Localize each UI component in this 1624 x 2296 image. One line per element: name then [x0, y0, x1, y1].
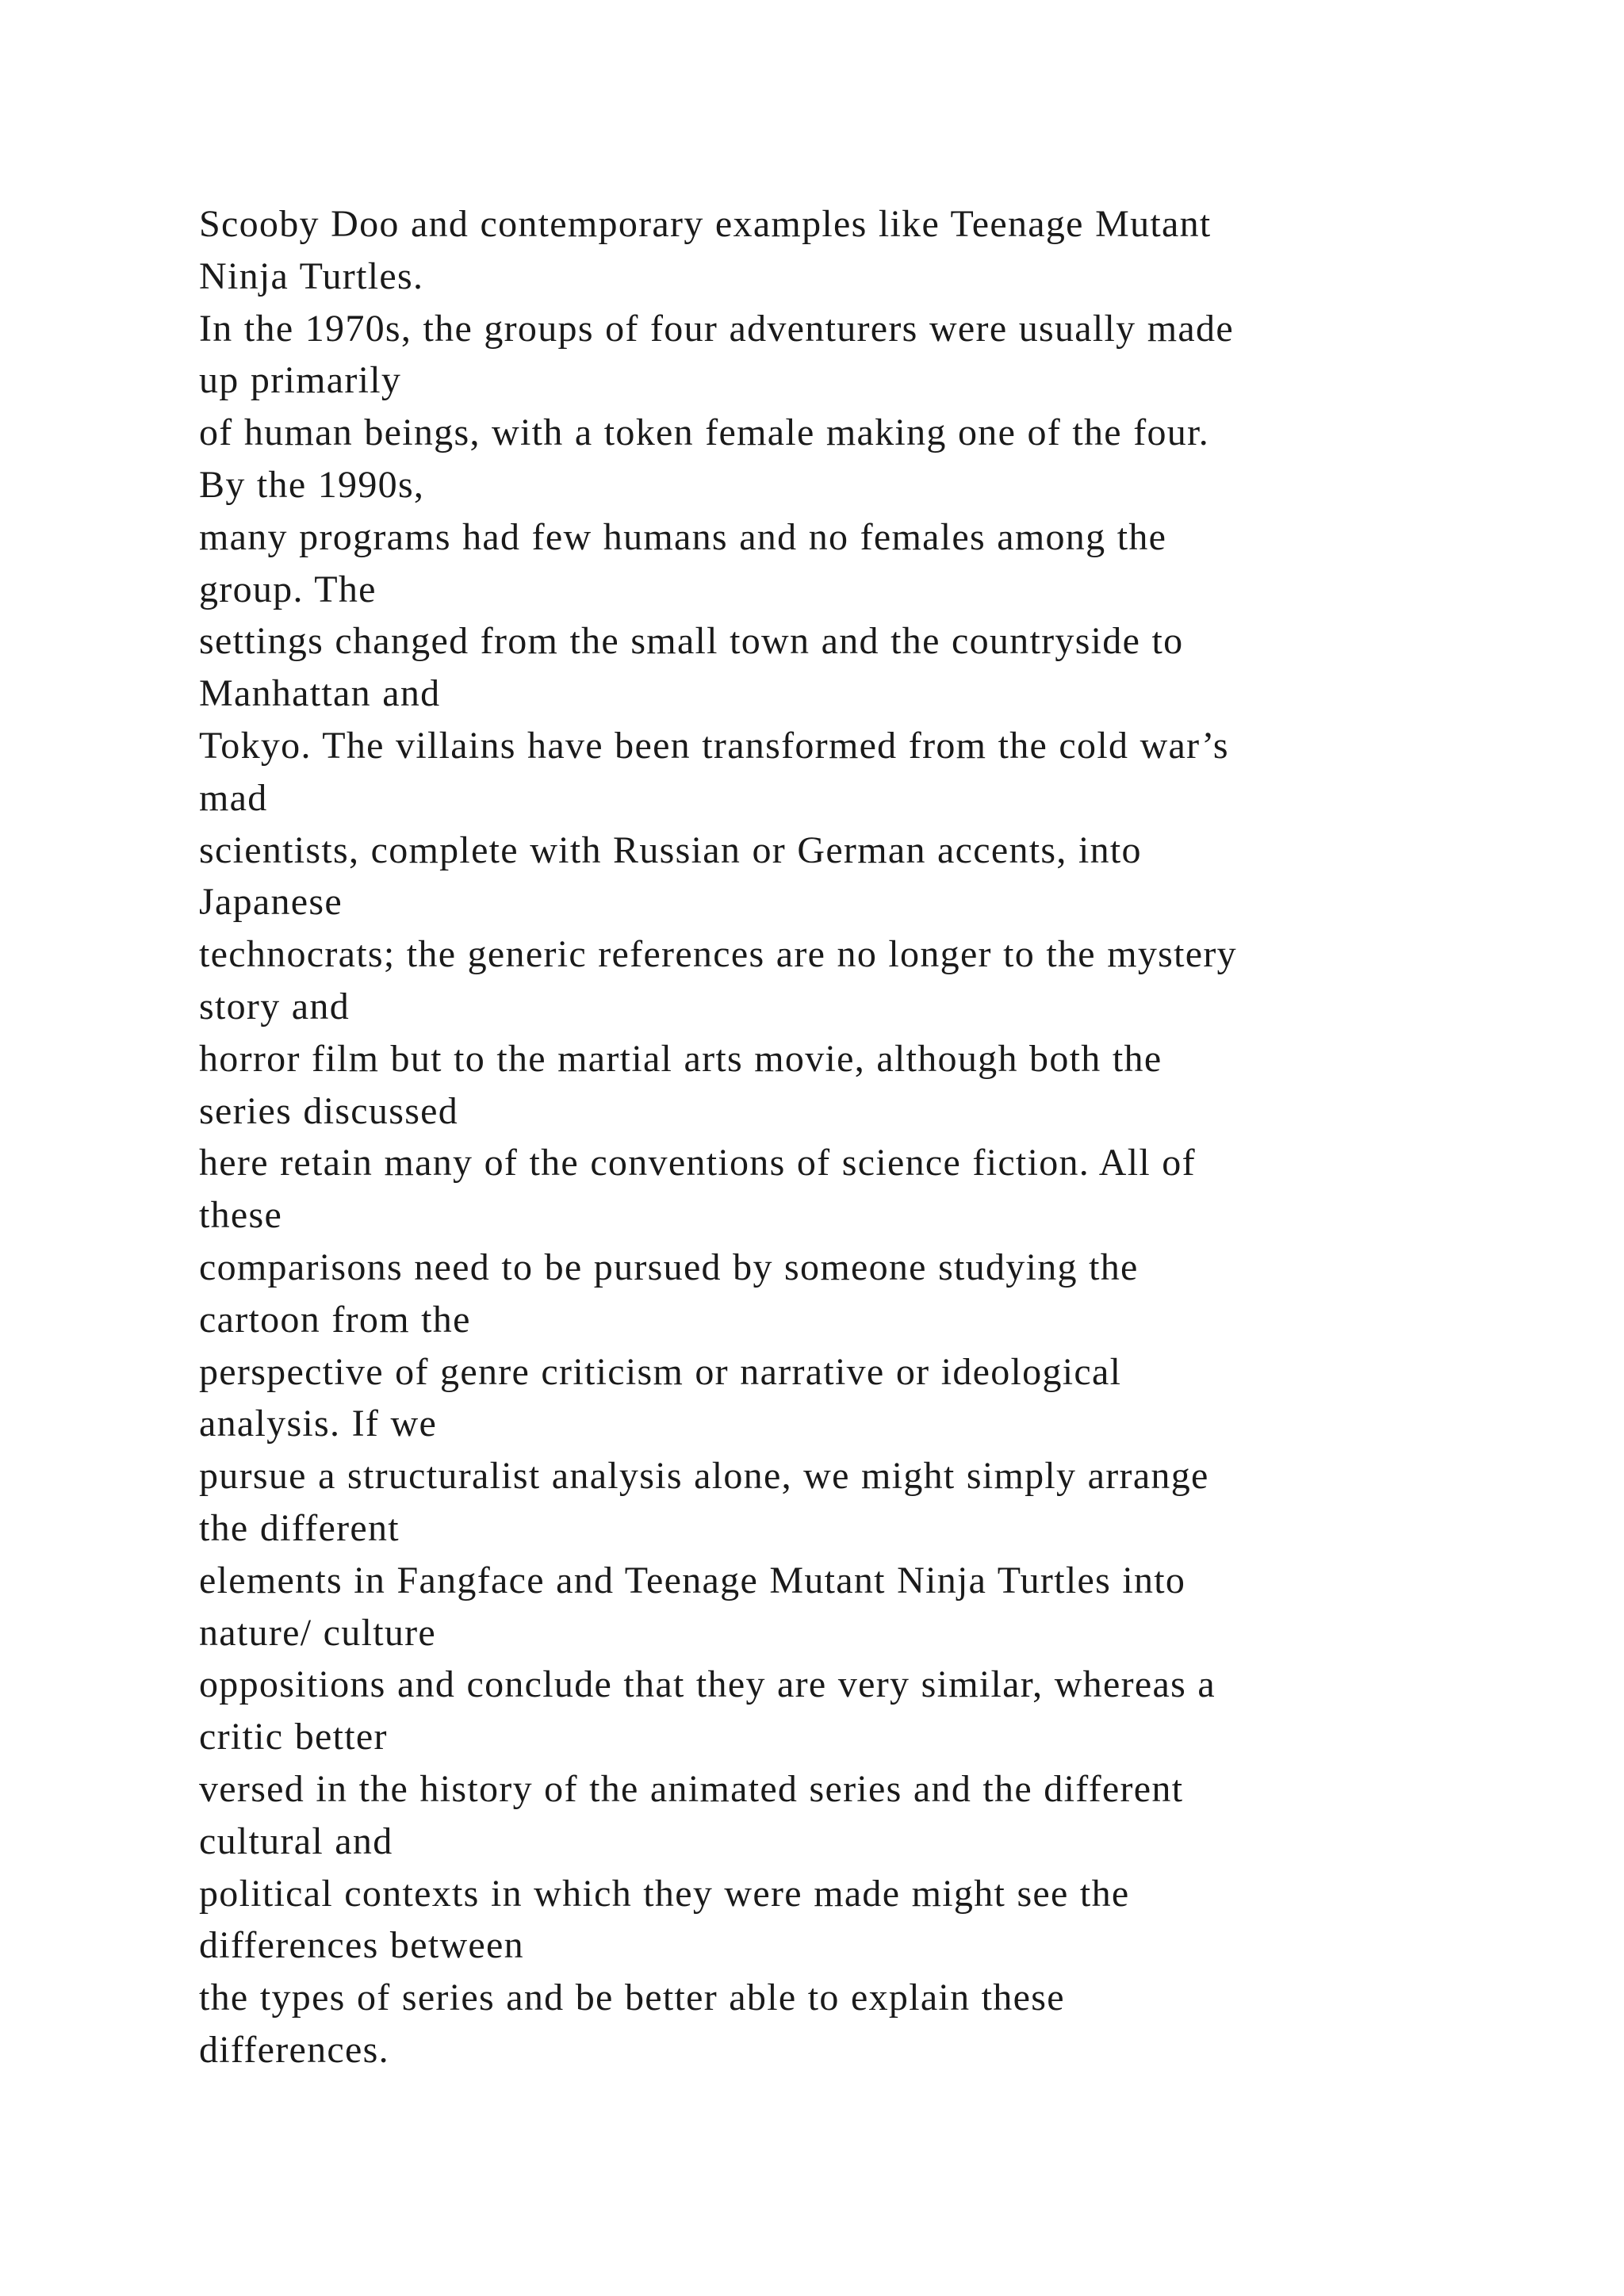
text-line: Tokyo. The villains have been transformed from the cold war’s — [199, 724, 1229, 767]
text-line: group. The — [199, 568, 377, 610]
text-line: nature/ culture — [199, 1611, 437, 1654]
text-line: political contexts in which they were made might see the — [199, 1872, 1130, 1915]
text-line: cultural and — [199, 1820, 393, 1862]
text-line: perspective of genre criticism or narrative or ideological — [199, 1350, 1122, 1393]
text-line: here retain many of the conventions of science fiction. All of — [199, 1142, 1196, 1184]
text-line: In the 1970s, the groups of four adventurers were usually made — [199, 307, 1234, 350]
text-line: many programs had few humans and no females among the — [199, 515, 1167, 558]
text-line: Ninja Turtles. — [199, 254, 424, 297]
text-line: of human beings, with a token female making one of the four. — [199, 411, 1210, 454]
text-line: technocrats; the generic references are no longer to the mystery — [199, 933, 1237, 976]
text-line: differences. — [199, 2028, 389, 2071]
text-line: analysis. If we — [199, 1402, 438, 1445]
text-line: elements in Fangface and Teenage Mutant Ninja Turtles into — [199, 1559, 1186, 1601]
text-line: cartoon from the — [199, 1298, 471, 1341]
text-line: oppositions and conclude that they are very similar, whereas a — [199, 1663, 1216, 1706]
text-line: Japanese — [199, 881, 343, 924]
text-line: the types of series and be better able to explain these — [199, 1976, 1065, 2019]
text-line: By the 1990s, — [199, 463, 425, 506]
text-line: comparisons need to be pursued by someone studying the — [199, 1246, 1139, 1288]
text-line: horror film but to the martial arts movie, although both the — [199, 1037, 1162, 1080]
text-line: scientists, complete with Russian or German accents, into — [199, 828, 1142, 871]
text-line: settings changed from the small town and the countryside to — [199, 620, 1184, 663]
text-line: critic better — [199, 1716, 388, 1758]
text-line: the different — [199, 1506, 400, 1549]
text-line: pursue a structuralist analysis alone, we might simply arrange — [199, 1455, 1209, 1498]
text-line: mad — [199, 776, 268, 819]
text-line: differences between — [199, 1924, 524, 1967]
text-line: series discussed — [199, 1089, 459, 1132]
text-line: story and — [199, 985, 350, 1027]
text-line: Scooby Doo and contemporary examples like Teenage Mutant — [199, 203, 1212, 245]
text-line: versed in the history of the animated series and the different — [199, 1767, 1184, 1810]
text-line: up primarily — [199, 359, 402, 402]
text-line: Manhattan and — [199, 672, 441, 715]
text-line: these — [199, 1194, 283, 1237]
body-text — [199, 198, 1500, 2076]
